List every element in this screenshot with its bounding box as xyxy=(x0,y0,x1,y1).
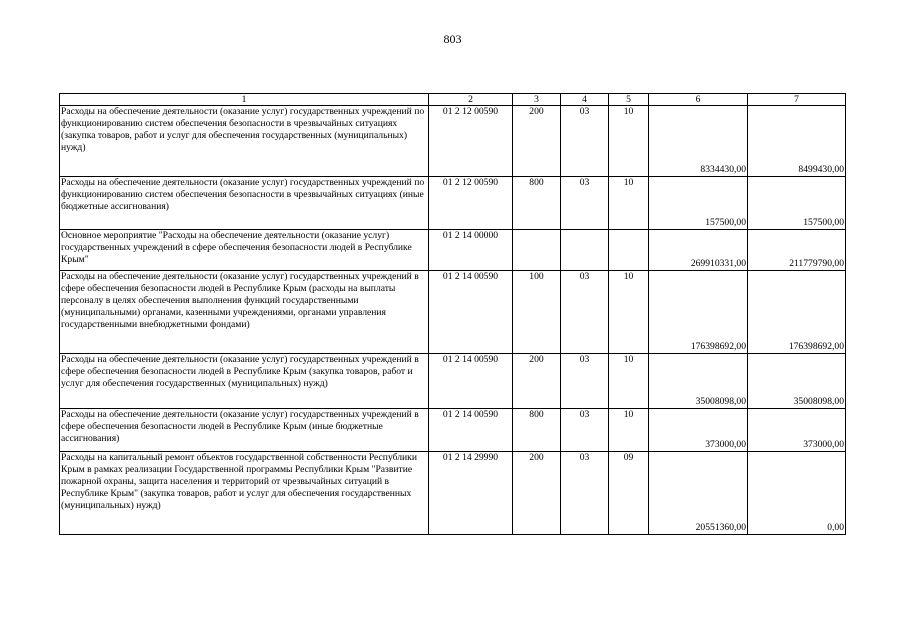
table-row xyxy=(60,354,846,409)
row-description: Расходы на обеспечение деятельности (оказание услуг) государственных учреждений по функционированию систем обеспечения безопасности в чрезвычайных ситуациях (иные бюджетные ассигнования) xyxy=(60,177,429,230)
target-code: 01 2 14 00000 xyxy=(429,230,513,271)
row-description: Расходы на обеспечение деятельности (оказание услуг) государственных учреждений в сфере обеспечения безопасности людей в Республике Крым (иные бюджетные ассигнования) xyxy=(60,409,429,452)
amount-col7: 176398692,00 xyxy=(748,271,846,354)
subsection: 09 xyxy=(609,452,649,535)
expense-type: 200 xyxy=(513,106,561,177)
subsection: 10 xyxy=(609,106,649,177)
amount-col6: 373000,00 xyxy=(649,409,748,452)
expense-type xyxy=(513,230,561,271)
row-description: Расходы на обеспечение деятельности (оказание услуг) государственных учреждений в сфере обеспечения безопасности людей в Республике Крым (закупка товаров, работ и услуг для обеспечения государственных (муниципальных) нужд) xyxy=(60,354,429,409)
amount-col7: 373000,00 xyxy=(748,409,846,452)
target-code: 01 2 14 00590 xyxy=(429,409,513,452)
expense-type: 200 xyxy=(513,354,561,409)
section: 03 xyxy=(561,271,609,354)
budget-table xyxy=(59,93,846,535)
column-header: 3 xyxy=(513,94,561,106)
table-row xyxy=(60,452,846,535)
row-description: Расходы на обеспечение деятельности (оказание услуг) государственных учреждений в сфере обеспечения безопасности людей в Республике Крым (расходы на выплаты персоналу в целях обеспечения выполнения функций государственными (муниципальными) органами, казенными учреждениями, органами управления государственными внебюджетными фондами) xyxy=(60,271,429,354)
amount-col6: 20551360,00 xyxy=(649,452,748,535)
amount-col7: 8499430,00 xyxy=(748,106,846,177)
subsection: 10 xyxy=(609,271,649,354)
column-header: 4 xyxy=(561,94,609,106)
subsection: 10 xyxy=(609,177,649,230)
section: 03 xyxy=(561,106,609,177)
section: 03 xyxy=(561,452,609,535)
amount-col6: 176398692,00 xyxy=(649,271,748,354)
expense-type: 800 xyxy=(513,409,561,452)
subsection: 10 xyxy=(609,409,649,452)
table-header-row xyxy=(60,94,846,106)
row-description: Расходы на обеспечение деятельности (оказание услуг) государственных учреждений по функционированию систем обеспечения безопасности в чрезвычайных ситуациях (закупка товаров, работ и услуг для обеспечения государственных (муниципальных) нужд) xyxy=(60,106,429,177)
table-row xyxy=(60,230,846,271)
target-code: 01 2 14 00590 xyxy=(429,271,513,354)
amount-col7: 35008098,00 xyxy=(748,354,846,409)
column-header: 2 xyxy=(429,94,513,106)
page-number: 803 xyxy=(443,32,462,46)
section xyxy=(561,230,609,271)
section: 03 xyxy=(561,177,609,230)
row-description: Основное мероприятие "Расходы на обеспечение деятельности (оказание услуг) государственных учреждений в сфере обеспечения безопасности людей в Республике Крым" xyxy=(60,230,429,271)
column-header: 6 xyxy=(649,94,748,106)
target-code: 01 2 14 29990 xyxy=(429,452,513,535)
target-code: 01 2 12 00590 xyxy=(429,106,513,177)
table-row xyxy=(60,106,846,177)
amount-col6: 35008098,00 xyxy=(649,354,748,409)
amount-col7: 211779790,00 xyxy=(748,230,846,271)
amount-col6: 269910331,00 xyxy=(649,230,748,271)
subsection: 10 xyxy=(609,354,649,409)
amount-col7: 0,00 xyxy=(748,452,846,535)
row-description: Расходы на капитальный ремонт объектов государственной собственности Республики Крым в рамках реализации Государственной программы Республики Крым "Развитие пожарной охраны, защита населения и территорий от чрезвычайных ситуаций в Республике Крым" (закупка товаров, работ и услуг для обеспечения государственных (муниципальных) нужд) xyxy=(60,452,429,535)
target-code: 01 2 12 00590 xyxy=(429,177,513,230)
table-row xyxy=(60,409,846,452)
amount-col7: 157500,00 xyxy=(748,177,846,230)
section: 03 xyxy=(561,409,609,452)
target-code: 01 2 14 00590 xyxy=(429,354,513,409)
amount-col6: 8334430,00 xyxy=(649,106,748,177)
column-header: 5 xyxy=(609,94,649,106)
table-row xyxy=(60,177,846,230)
amount-col6: 157500,00 xyxy=(649,177,748,230)
section: 03 xyxy=(561,354,609,409)
expense-type: 100 xyxy=(513,271,561,354)
expense-type: 200 xyxy=(513,452,561,535)
expense-type: 800 xyxy=(513,177,561,230)
subsection xyxy=(609,230,649,271)
column-header: 7 xyxy=(748,94,846,106)
table-row xyxy=(60,271,846,354)
column-header: 1 xyxy=(60,94,429,106)
